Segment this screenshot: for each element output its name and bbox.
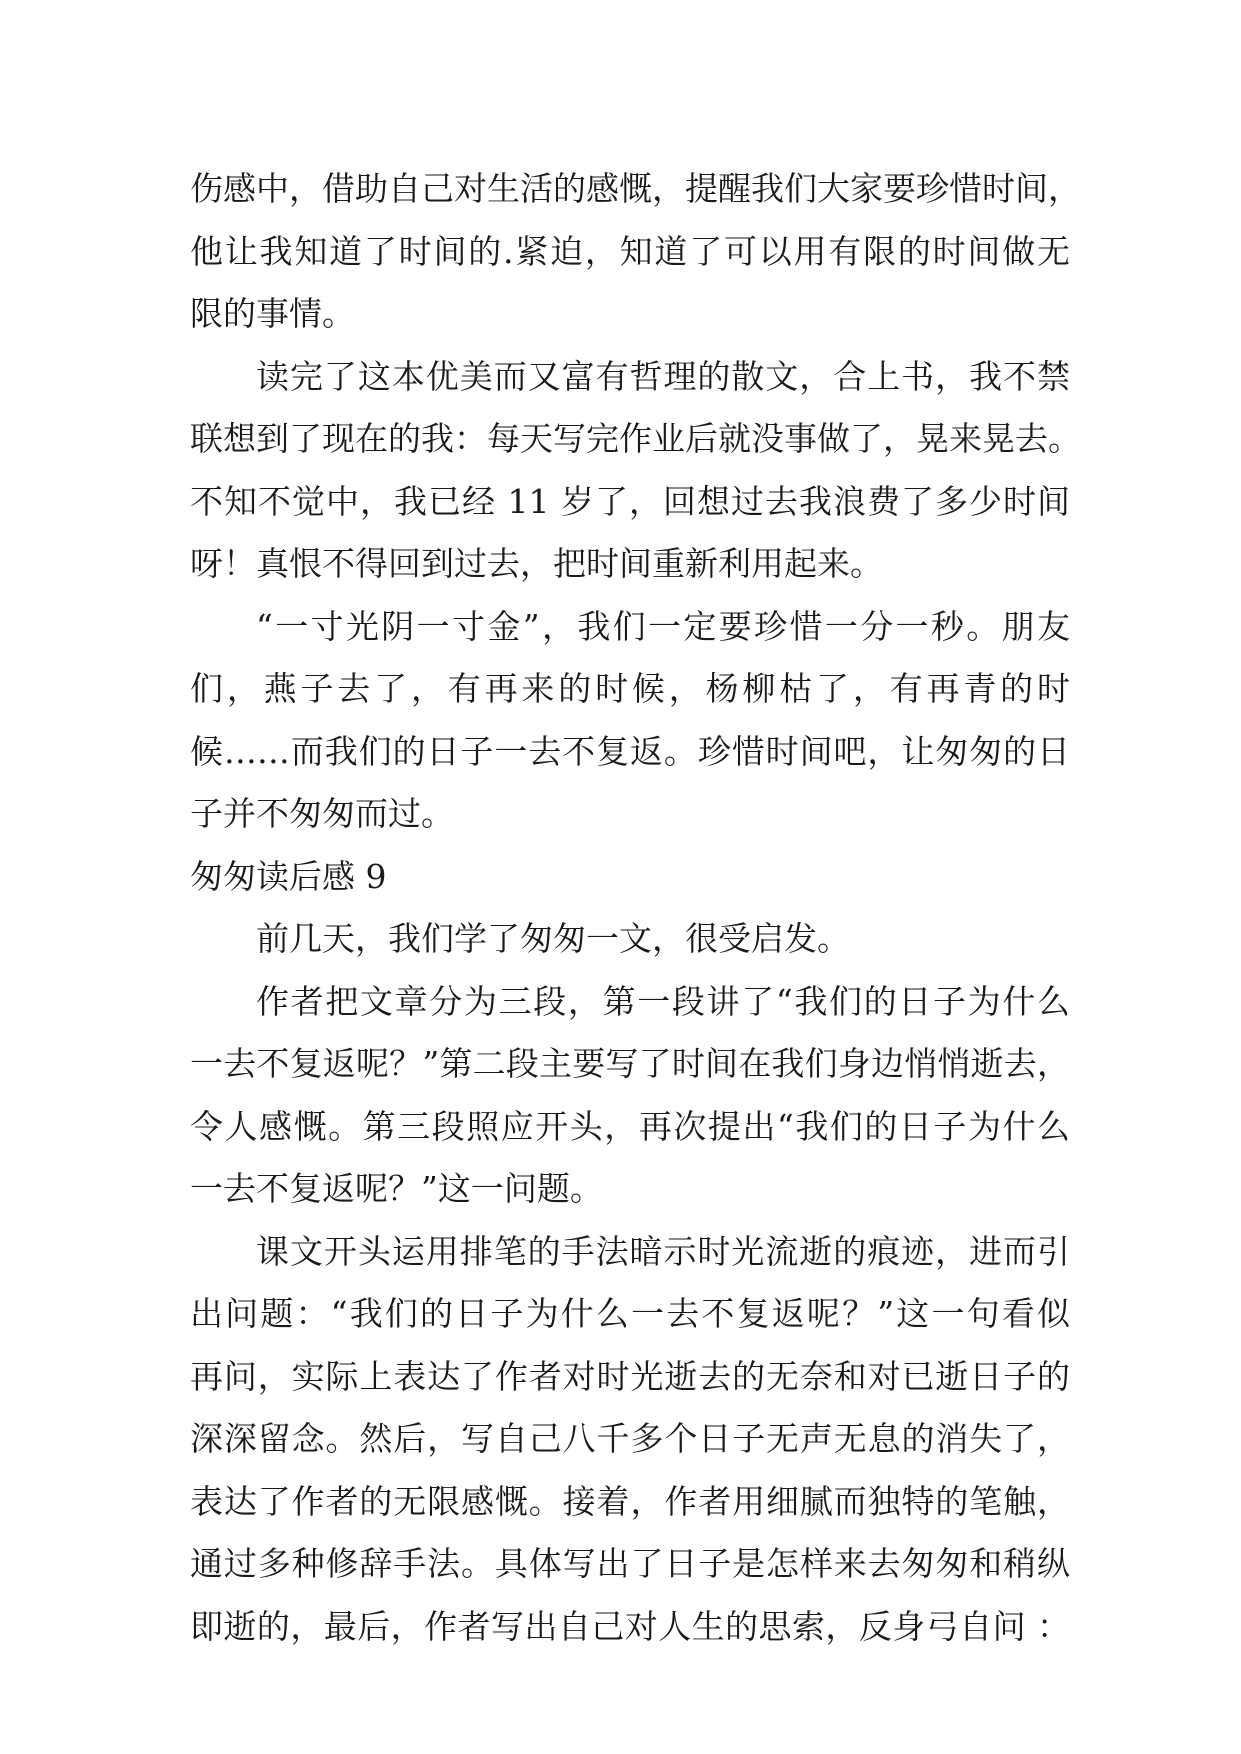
text-line: 再问，实际上表达了作者对时光逝去的无奈和对已逝日子的 [190,1356,1070,1396]
text-line: 们，燕子去了，有再来的时候，杨柳枯了，有再青的时 [190,669,1070,708]
text-line: 他让我知道了时间的.紧迫，知道了可以用有限的时间做无 [190,231,1070,271]
text-line: 前几天，我们学了匆匆一文，很受启发。 [256,919,850,958]
text-line: 深深留念。然后，写自己八千多个日子无声无息的消失了， [190,1419,1070,1458]
section-heading: 匆匆读后感 9 [190,856,387,896]
document-body [190,158,1081,1658]
text-line: “一寸光阴一寸金”，我们一定要珍惜一分一秒。朋友 [256,606,1070,646]
text-line: 出问题：“我们的日子为什么一去不复返呢？”这一句看似 [190,1294,1070,1333]
text-line: 不知不觉中，我已经 11 岁了，回想过去我浪费了多少时间 [190,481,1070,521]
text-line: 一去不复返呢？”第二段主要写了时间在我们身边悄悄逝去， [190,1044,1070,1083]
text-line: 即逝的，最后，作者写出自己对人生的思索，反身弓自问 ： [190,1606,1070,1646]
text-line: 联想到了现在的我：每天写完作业后就没事做了，晃来晃去。 [190,419,1081,458]
text-line: 表达了作者的无限感慨。接着，作者用细腻而独特的笔触， [190,1481,1070,1521]
text-line: 一去不复返呢？”这一问题。 [190,1169,603,1208]
text-line: 课文开头运用排笔的手法暗示时光流逝的痕迹，进而引 [256,1231,1070,1271]
text-line: 呀！真恨不得回到过去，把时间重新利用起来。 [190,544,883,583]
text-line: 限的事情。 [190,294,355,333]
text-line: 作者把文章分为三段，第一段讲了“我们的日子为什么 [256,981,1070,1021]
text-line: 读完了这本优美而又富有哲理的散文，合上书，我不禁 [256,356,1070,396]
text-line: 子并不匆匆而过。 [190,794,454,833]
text-line: 候……而我们的日子一去不复返。珍惜时间吧，让匆匆的日 [190,731,1070,771]
text-line: 通过多种修辞手法。具体写出了日子是怎样来去匆匆和稍纵 [190,1544,1070,1583]
text-line: 伤感中，借助自己对生活的感慨，提醒我们大家要珍惜时间， [190,169,1081,208]
text-line: 令人感慨。第三段照应开头，再次提出“我们的日子为什么 [190,1106,1070,1146]
